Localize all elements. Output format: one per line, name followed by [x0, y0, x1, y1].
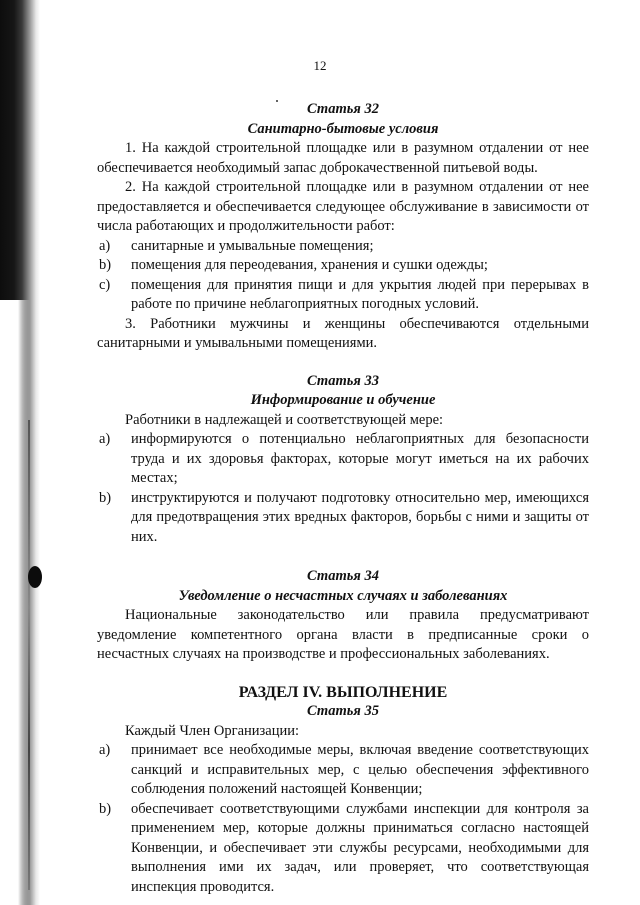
article-32-paragraph-3: 3. Работники мужчины и женщины обеспечиваются отдельными санитарными и умывальными помещениями. — [97, 315, 589, 351]
section-iv — [97, 683, 589, 898]
article-33-title: Статья 33 — [307, 372, 379, 389]
article-32-subtitle: Санитарно-бытовые условия — [247, 120, 439, 137]
scan-line-artifact — [28, 420, 30, 890]
list-text: информируются о потенциально неблагоприятных для безопасности труда и их здоровья факторах, которые могут иметься на их рабочих местах; — [131, 431, 589, 486]
list-marker: a) — [99, 431, 111, 447]
list-text: инструктируются и получают подготовку относительно мер, имеющихся для предотвращения этих вредных факторов, борьбы с ними и защиты от них. — [131, 489, 589, 545]
article-35-title: Статья 35 — [307, 703, 379, 719]
list-marker: a) — [99, 742, 111, 758]
page-number: 12 — [313, 58, 327, 73]
article-32 — [97, 100, 589, 354]
article-32-paragraph-2: 2. На каждой строительной площадке или в разумном отдалении от нее предоставляется и обеспечивается следующее обслуживание в зависимости от числа работающих и продолжительности работ: — [97, 179, 589, 234]
article-32-paragraph-1: 1. На каждой строительной площадке или в разумном отдалении от нее обеспечивается необходимый запас доброкачественной питьевой воды. — [97, 140, 589, 176]
list-text: помещения для принятия пищи и для укрытия людей при перерывах в работе по причине неблагоприятных погодных условий. — [131, 276, 589, 312]
list-marker: b) — [99, 800, 112, 817]
list-item — [97, 276, 589, 315]
section-title: РАЗДЕЛ IV. ВЫПОЛНЕНИЕ — [238, 683, 448, 701]
document-body — [97, 100, 589, 897]
article-33-subtitle: Информирование и обучение — [250, 392, 436, 408]
article-33 — [97, 372, 589, 548]
article-34-subtitle: Уведомление о несчастных случаях и заболеваниях — [178, 587, 508, 604]
list-marker: a) — [99, 237, 111, 254]
article-34-paragraph-1: Национальные законодательство или правила предусматривают уведомление компетентного органа власти в предписанные сроки о несчастных случаях на производстве и профессиональных заболеваниях. — [97, 607, 589, 662]
list-text: обеспечивает соответствующими службами инспекции для контроля за применением мер, которые должны приниматься согласно настоящей Конвенции, и обеспечивает эти службы ресурсами, необходимыми для выполнения ими их задач, или проверяет, что соответствующая инспекция проводится. — [131, 800, 589, 895]
scan-edge-fade — [0, 300, 30, 905]
binder-hole-artifact — [28, 566, 42, 588]
list-item — [97, 237, 589, 257]
list-item — [97, 430, 589, 489]
list-marker: b) — [99, 257, 112, 273]
list-marker: b) — [99, 489, 112, 506]
list-marker: c) — [99, 276, 111, 293]
article-33-intro: Работники в надлежащей и соответствующей мере: — [125, 411, 444, 428]
list-item — [97, 489, 589, 548]
list-item — [97, 741, 589, 800]
article-32-title: Статья 32 — [307, 101, 379, 117]
article-34-title: Статья 34 — [307, 568, 379, 584]
article-35-intro: Каждый Член Организации: — [125, 722, 300, 739]
article-34 — [97, 567, 589, 665]
list-item — [97, 256, 589, 276]
list-text: принимает все необходимые меры, включая введение соответствующих санкций и исправительных мер, с целью обеспечения эффективного соблюдения положений настоящей Конвенции; — [131, 742, 589, 797]
list-text: санитарные и умывальные помещения; — [131, 237, 374, 254]
list-item — [97, 800, 589, 898]
list-text: помещения для переодевания, хранения и сушки одежды; — [131, 257, 488, 273]
